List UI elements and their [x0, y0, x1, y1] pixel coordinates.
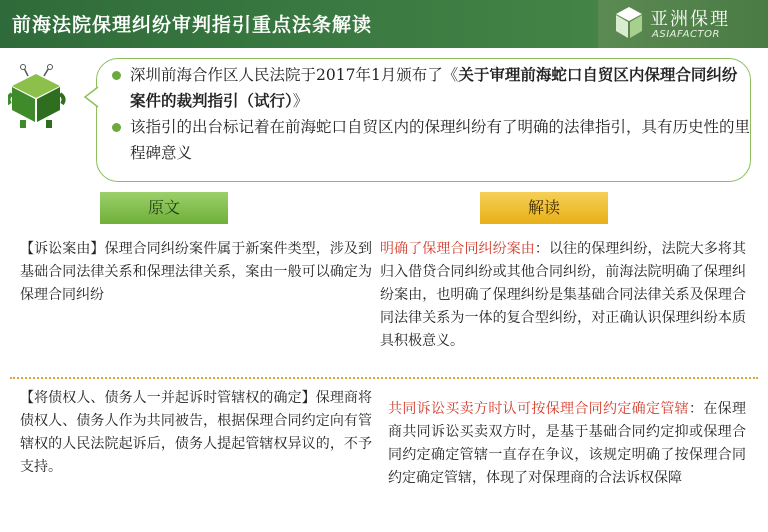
- bullet-dot-icon: [112, 123, 121, 132]
- original-text-label: 原文: [100, 192, 228, 224]
- section1-body: ：以往的保理纠纷，法院大多将其归入借贷合同纠纷或其他合同纠纷，前海法院明确了保理纠纷案由，也明确了保理纠纷是集基础合同法律关系及保理合同法律关系为一体的复合型纠纷，对正确认识保理纠纷本质具积极意义。: [380, 241, 747, 349]
- section2-highlight: 共同诉讼买卖方时认可按保理合同约定确定管辖: [388, 401, 689, 417]
- bullet-dot-icon: [112, 71, 121, 80]
- cube-logo-icon: [614, 5, 644, 41]
- section2-original: 【将债权人、债务人一并起诉时管辖权的确定】保理商将债权人、债务人作为共同被告，根据保理合同约定向有管辖权的人民法院起诉后，债务人提起管辖权异议的，不予支持。: [20, 390, 372, 475]
- brand-logo: [598, 0, 768, 48]
- intro-bullet-2-text: 该指引的出台标记着在前海蛇口自贸区内的保理纠纷有了明确的法律指引，具有历史性的里程碑意义: [130, 118, 751, 162]
- intro-bullet-1-suffix: 》: [292, 92, 309, 110]
- section2-body: ：在保理商共同诉讼买卖双方时，是基于基础合同约定抑或保理合同约定确定管辖一直存在争议，该规定明确了按保理合同约定确定管辖，体现了对保理商的合法诉权保障: [388, 401, 746, 486]
- logo-english-text: ASIAFACTOR: [652, 29, 720, 40]
- page-title: 前海法院保理纠纷审判指引重点法条解读: [12, 14, 373, 36]
- section1-highlight: 明确了保理合同纠纷案由: [380, 241, 535, 257]
- interpretation-label: 解读: [480, 192, 608, 224]
- section1-interpretation: [380, 238, 746, 353]
- mascot-cube-icon: [8, 64, 68, 130]
- header-bar: [0, 0, 768, 48]
- section2-interpretation: [388, 398, 746, 490]
- guideline-title: 关于审理前海蛇口自贸区内保理合同纠纷案件的裁判指引（试行）: [130, 65, 738, 110]
- intro-bullet-1-prefix: 深圳前海合作区人民法院于2017年1月颁布了《: [130, 66, 459, 84]
- section1-original: 【诉讼案由】保理合同纠纷案件属于新案件类型，涉及到基础合同法律关系和保理法律关系，案由一般可以确定为保理合同纠纷: [20, 241, 372, 303]
- section-divider: [10, 377, 758, 379]
- logo-chinese-text: 亚洲保理: [650, 9, 730, 30]
- callout-pointer: [84, 86, 100, 108]
